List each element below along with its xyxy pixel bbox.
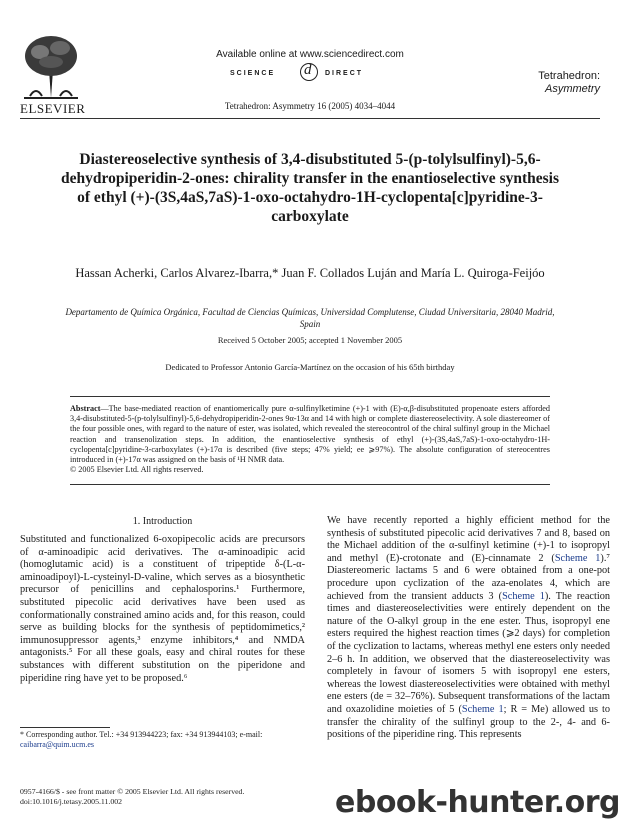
abstract-label: Abstract bbox=[70, 404, 101, 413]
left-column-paragraph: Substituted and functionalized 6-oxopipecolic acids are precursors of α-aminoadipic acid derivatives. The α-aminoadipic acid (homoglutamic acid) is a constituent of tripeptide δ-(L-α-aminoadipoyl)-L-cysteinyl-D-valine, which serves as a biosynthetic precursor of penicillins and cephalosporins.¹ Furthermore, substituted pipecolic acid derivatives have been used as conformationally constrained amino acids and, for this reason, could serve as building blocks for the synthesis of peptidomimetics,² immunosuppressor agents,³ enzyme inhibitors,⁴ and NMDA antagonists.⁵ For all these goals, easy and chiral routes for these substances with different substitution on the piperidone and piperidine ring have yet to be proposed.⁶ bbox=[20, 534, 305, 684]
tree-icon bbox=[20, 30, 82, 100]
section-heading-introduction: 1. Introduction bbox=[132, 516, 193, 527]
journal-name-line2: Asymmetry bbox=[545, 83, 600, 95]
publisher-name: ELSEVIER bbox=[20, 101, 86, 116]
right-text-b: ).⁷ Diastereomeric lactams 5 and 6 were obtained from a one-pot procedure upon cyclization of the aza-enolates 4, which are achieved from the transient adducts 3 ( bbox=[327, 552, 611, 602]
front-matter-footer bbox=[20, 787, 320, 806]
header-divider bbox=[20, 118, 600, 119]
watermark: ebook-hunter.org bbox=[335, 785, 620, 820]
received-dates: Received 5 October 2005; accepted 1 November 2005 bbox=[217, 335, 403, 345]
doi-link[interactable]: doi:10.1016/j.tetasy.2005.11.002 bbox=[20, 796, 123, 806]
journal-name bbox=[480, 70, 600, 96]
sciencedirect-icon bbox=[300, 63, 318, 81]
abstract bbox=[70, 404, 550, 475]
scheme-1-link[interactable]: Scheme 1 bbox=[461, 703, 504, 715]
elsevier-tree-logo bbox=[20, 30, 82, 100]
sd-mark: d bbox=[304, 62, 312, 78]
affiliation: Departamento de Química Orgánica, Facultad de Ciencias Químicas, Universidad Complutense, Ciudad Universitaria, 28040 Madrid, Spain bbox=[65, 307, 555, 329]
abstract-bottom-rule bbox=[70, 484, 550, 485]
journal-reference-text: Tetrahedron: Asymmetry 16 (2005) 4034–4044 bbox=[224, 101, 396, 111]
issn-line: 0957-4166/$ - see front matter © 2005 Elsevier Ltd. All rights reserved. bbox=[20, 787, 245, 796]
abstract-top-rule bbox=[70, 396, 550, 397]
available-online-link[interactable]: Available online at www.sciencedirect.com bbox=[216, 49, 404, 60]
corresponding-author-footnote bbox=[20, 730, 310, 750]
right-text-a: We have recently reported a highly efficient method for the synthesis of substituted pipecolic acid derivatives 7 and 8, based on the Michael addition of the α-sulfinyl ketimine (+)-1 to isopropyl and methyl (E)-crotonate and (E)-cinnamate 2 ( bbox=[327, 515, 610, 564]
right-text-c: ). The reaction times and diastereoselectivities were entirely dependent on the nature of the O-alkyl group in the ene ester. Thus, isopropyl ene esters required the highest reaction times (⩾2 days) for completion of the cyclization to lactams, whereas methyl ene esters only needed 2–6 h. In addition, we observed that the diastereoselectivity was completely in favour of isomers 5 with isopropyl ene esters, whereas the lowest diastereoselectivities were obtained with methyl ene esters (de = 32–76%). Subsequent transformations of the lactam and oxazolidine moieties of 5 ( bbox=[327, 590, 610, 715]
author-list: Hassan Acherki, Carlos Alvarez-Ibarra,* Juan F. Collados Luján and María L. Quiroga-Feijóo bbox=[75, 266, 545, 280]
footnote-text: * Corresponding author. Tel.: +34 913944223; fax: +34 913944103; e-mail: bbox=[20, 730, 263, 739]
article-title: Diastereoselective synthesis of 3,4-disubstituted 5-(p-tolylsulfinyl)-5,6-dehydropiperidin-2-ones: chirality transfer in the enantioselective synthesis of ethyl (+)-(3S,4aS,7aS)-1-oxo-octahydro-1H-cyclopenta[c]pyridine-3-carboxylate bbox=[61, 151, 559, 225]
journal-name-line1: Tetrahedron: bbox=[538, 70, 600, 82]
journal-reference bbox=[175, 101, 445, 111]
scheme-1-link[interactable]: Scheme 1 bbox=[554, 552, 601, 564]
right-column-paragraph bbox=[327, 515, 610, 742]
abstract-text: —The base-mediated reaction of enantiomerically pure α-sulfinylketimine (+)-1 with (E)-α,β-disubstituted propenoate esters afforded 3,4-disubstituted-5-(p-tolylsulfinyl)-5,6-dehydropiperidin-2-ones 9α-13α and 14 with high or complete diastereoselectivity. A sole diastereomer of the four possible ones, with regard to the nature of ester, was isolated, which revealed the stereocontrol of the chiral sulfinyl group in the Michael reaction and transenolization steps. In addition, the enantioselective synthesis of ethyl (+)-(3S,4aS,7aS)-1-oxo-octahydro-1H-cyclopenta[c]pyridine-3-carboxylates (+)-17α is described (five steps; 47% yield; ee ⩾97%). The absolute configuration of stereocentres introduced in (+)-17α was assigned on the basis of ¹H NMR data. bbox=[70, 404, 550, 465]
scheme-1-link[interactable]: Scheme 1 bbox=[502, 590, 545, 602]
dedication: Dedicated to Professor Antonio García-Martínez on the occasion of his 65th birthday bbox=[165, 362, 455, 372]
direct-word: DIRECT bbox=[325, 70, 364, 77]
abstract-body bbox=[70, 404, 550, 465]
copyright: © 2005 Elsevier Ltd. All rights reserved. bbox=[70, 465, 204, 475]
footnote-rule bbox=[20, 727, 110, 728]
right-text-d: ; R = Me) allowed us to transfer the chirality of the sulfinyl group to the 2-, 4- and 6-positions of the piperidine ring. This represents bbox=[327, 703, 610, 741]
sciencedirect-logo[interactable] bbox=[230, 63, 395, 83]
author-email-link[interactable]: caibarra@quim.ucm.es bbox=[20, 740, 95, 749]
science-word: SCIENCE bbox=[230, 70, 276, 77]
